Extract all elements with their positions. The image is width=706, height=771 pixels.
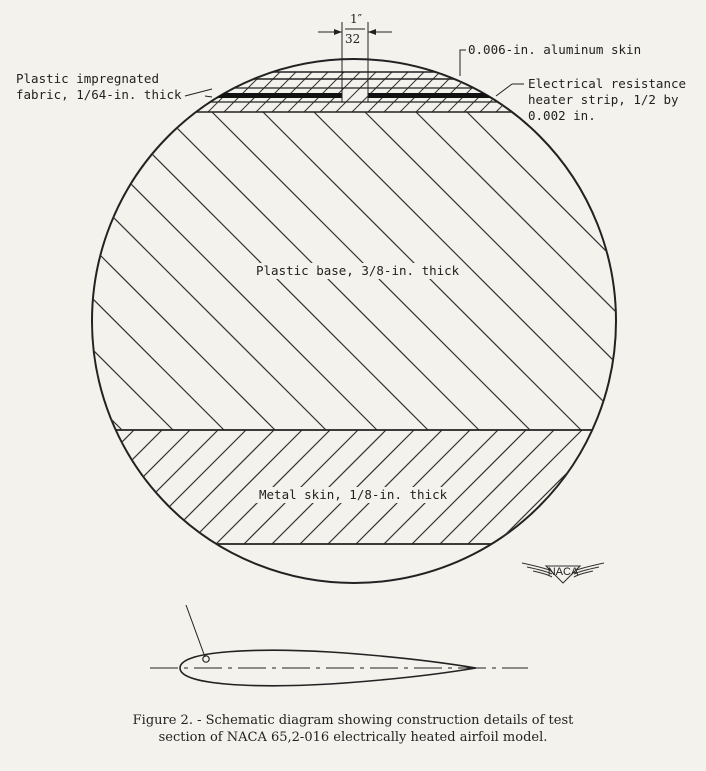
metal-hatch-line bbox=[468, 430, 582, 544]
plastic-hatch-line bbox=[569, 112, 706, 430]
plastic-hatch-line bbox=[0, 112, 71, 430]
thin-hatch-line bbox=[352, 72, 392, 112]
dimension-numerator: 1″ bbox=[350, 12, 363, 26]
thin-hatch-line bbox=[400, 72, 440, 112]
metal-hatch-line bbox=[132, 430, 246, 544]
dimension-arrow-left bbox=[334, 29, 342, 35]
figure-caption-line2: section of NACA 65,2-016 electrically heated airfoil model. bbox=[158, 730, 548, 745]
airfoil-leader bbox=[186, 605, 205, 657]
thin-hatch-line bbox=[224, 72, 264, 112]
label-heater-line3: 0.002 in. bbox=[528, 108, 596, 123]
metal-hatch-line bbox=[636, 430, 706, 544]
metal-hatch-line bbox=[0, 430, 50, 544]
plastic-hatch-line bbox=[620, 112, 706, 430]
dimension-arrow-right bbox=[368, 29, 376, 35]
metal-hatch-line bbox=[580, 430, 694, 544]
thin-hatch-line bbox=[320, 72, 360, 112]
metal-hatch-line bbox=[104, 430, 218, 544]
thin-hatch-line bbox=[176, 72, 216, 112]
thin-hatch-line bbox=[464, 72, 504, 112]
metal-hatch-line bbox=[0, 430, 78, 544]
label-fabric-line1: Plastic impregnated bbox=[16, 71, 159, 86]
thin-hatch-line bbox=[240, 72, 280, 112]
fabric-leader bbox=[185, 89, 212, 96]
label-aluminum-skin: 0.006-in. aluminum skin bbox=[468, 42, 642, 57]
thin-hatch-line bbox=[688, 72, 706, 112]
heater-strip-right bbox=[368, 93, 498, 98]
plastic-hatch-line bbox=[0, 112, 122, 430]
metal-hatch-line bbox=[608, 430, 706, 544]
metal-hatch-line bbox=[664, 430, 706, 544]
naca-logo-text: NACA bbox=[547, 566, 579, 578]
metal-hatch-line bbox=[48, 430, 162, 544]
metal-hatch-line bbox=[692, 430, 706, 544]
dimension-denominator: 32 bbox=[345, 32, 361, 46]
label-heater-line2: heater strip, 1/2 by bbox=[528, 92, 679, 107]
label-metal-skin: Metal skin, 1/8-in. thick bbox=[256, 487, 450, 503]
metal-hatch-line bbox=[76, 430, 190, 544]
metal-hatch-line bbox=[0, 430, 106, 544]
thin-hatch-line bbox=[384, 72, 424, 112]
thin-hatch-line bbox=[480, 72, 520, 112]
metal-hatch-line bbox=[20, 430, 134, 544]
plastic-hatch-line bbox=[671, 112, 706, 430]
thin-hatch-line bbox=[0, 72, 8, 112]
plastic-hatch-line bbox=[0, 112, 20, 430]
thin-hatch-line bbox=[416, 72, 456, 112]
thin-hatch-line bbox=[208, 72, 248, 112]
plastic-hatch-line bbox=[0, 112, 224, 430]
metal-hatch-line bbox=[0, 430, 22, 544]
metal-hatch-line bbox=[524, 430, 638, 544]
thin-hatch-line bbox=[288, 72, 328, 112]
thin-hatch-line bbox=[304, 72, 344, 112]
figure-caption-line1: Figure 2. - Schematic diagram showing construction details of test bbox=[132, 713, 574, 728]
metal-hatch-line bbox=[552, 430, 666, 544]
plastic-hatch-line bbox=[0, 112, 275, 430]
heater-strip-left bbox=[196, 93, 342, 98]
thin-hatch-line bbox=[272, 72, 312, 112]
label-heater-line1: Electrical resistance bbox=[528, 76, 687, 91]
thin-hatch-line bbox=[368, 72, 408, 112]
plastic-hatch-line bbox=[467, 112, 706, 430]
label-fabric-line2: fabric, 1/64-in. thick bbox=[16, 87, 182, 102]
section-circle bbox=[92, 59, 616, 583]
heater-leader bbox=[496, 84, 512, 96]
fabric-leader-2 bbox=[205, 96, 212, 97]
thin-hatch-line bbox=[256, 72, 296, 112]
metal-hatch-line bbox=[496, 430, 610, 544]
airfoil-section-point bbox=[203, 656, 209, 662]
label-plastic-base: Plastic base, 3/8-in. thick bbox=[253, 263, 462, 279]
aluminum-leader bbox=[460, 50, 466, 76]
metal-hatch-line bbox=[440, 430, 554, 544]
